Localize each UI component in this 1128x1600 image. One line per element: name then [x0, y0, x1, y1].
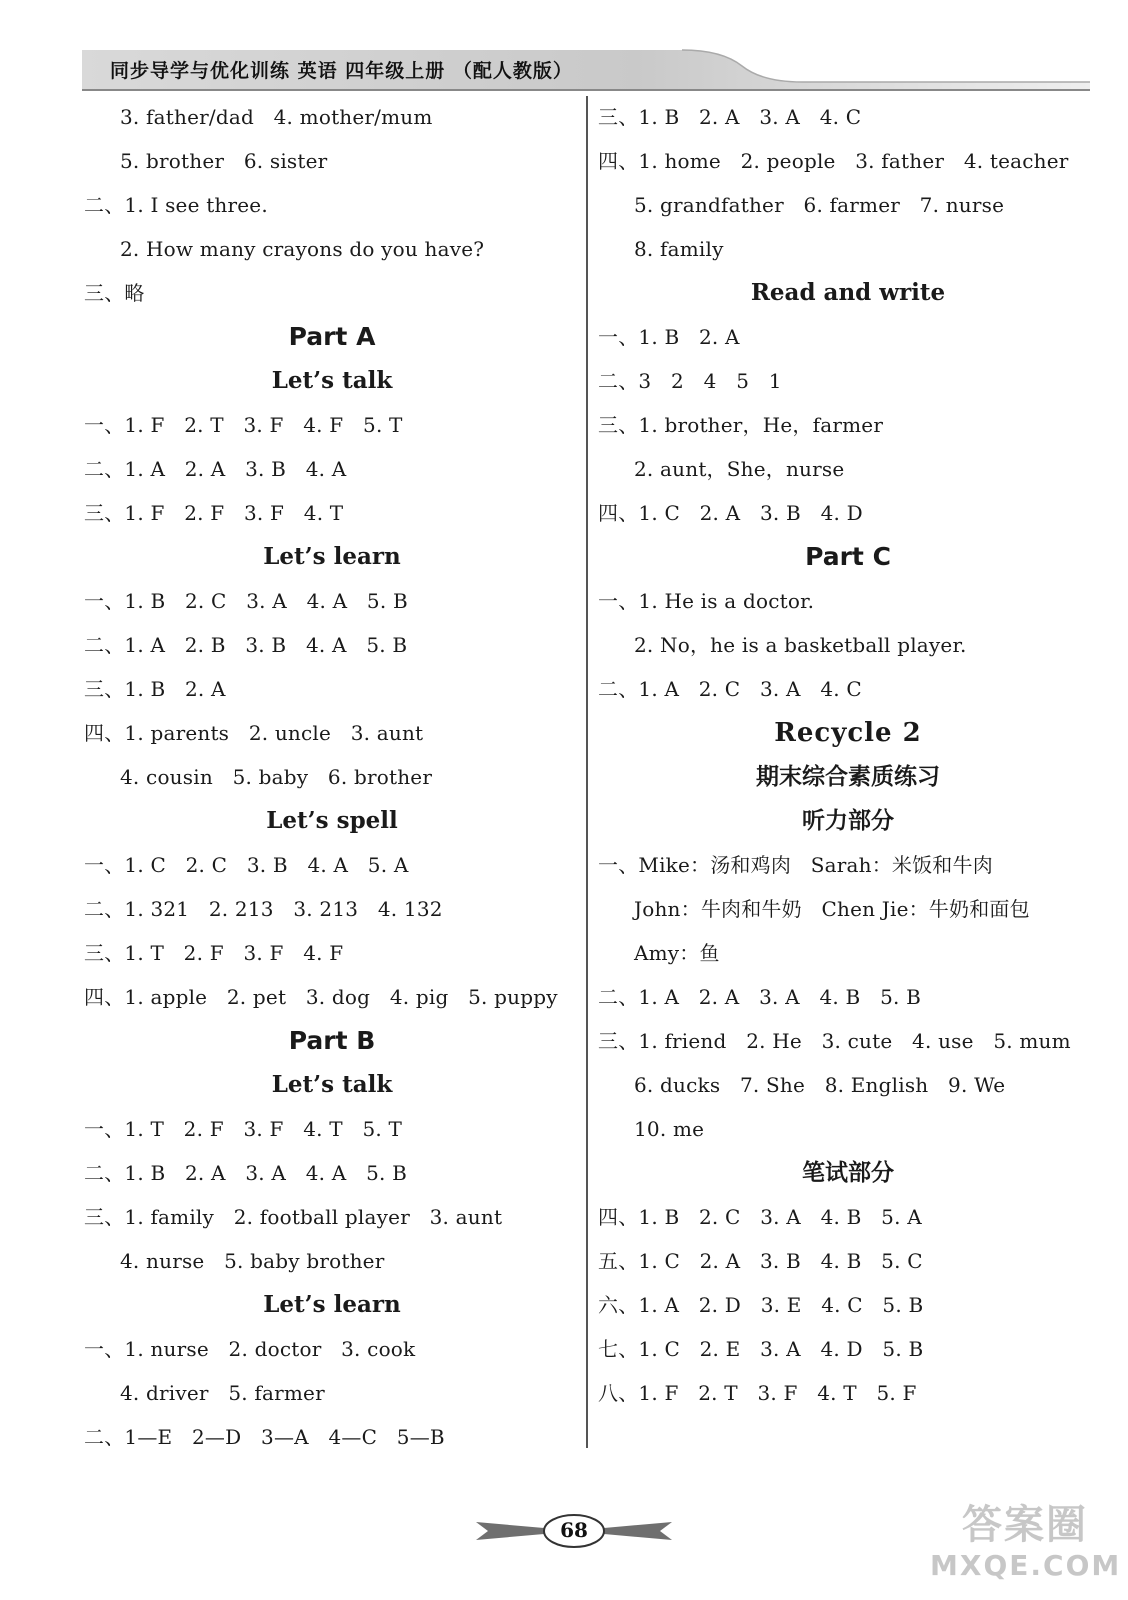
answer-line: 2. How many crayons do you have?: [120, 237, 485, 261]
left-column: [84, 95, 580, 1459]
answer-line: 一、1. T 2. F 3. F 4. T 5. T: [84, 1117, 403, 1141]
answer-line: 二、3 2 4 5 1: [598, 369, 782, 393]
answer-line: 二、1. 321 2. 213 3. 213 4. 132: [84, 897, 443, 921]
answer-line: 三、略: [84, 281, 145, 305]
answer-line: 二、1. B 2. A 3. A 4. A 5. B: [84, 1161, 408, 1185]
answer-line: 5. grandfather 6. farmer 7. nurse: [634, 193, 1005, 217]
header-title: 同步导学与优化训练 英语 四年级上册 （配人教版）: [110, 60, 573, 82]
answer-line: 4. cousin 5. baby 6. brother: [120, 765, 433, 789]
answer-line: 4. driver 5. farmer: [120, 1381, 325, 1405]
answer-line: 五、1. C 2. A 3. B 4. B 5. C: [598, 1249, 923, 1273]
page-number: 68: [560, 1518, 588, 1542]
answer-line: 三、1. T 2. F 3. F 4. F: [84, 941, 344, 965]
answer-line: 4. nurse 5. baby brother: [120, 1249, 385, 1273]
answer-line: 一、1. C 2. C 3. B 4. A 5. A: [84, 853, 409, 877]
answer-line: 二、1. I see three.: [84, 193, 268, 217]
watermark-logo: [930, 1485, 1120, 1595]
section-heading: 笔试部分: [802, 1160, 894, 1186]
answer-line: Amy：鱼: [634, 941, 720, 965]
answer-line: 8. family: [634, 237, 724, 261]
answer-line: 10. me: [634, 1117, 705, 1141]
answer-line: 2. aunt，She，nurse: [634, 457, 845, 481]
answer-line: 三、1. B 2. A: [84, 677, 226, 701]
section-heading: Let’s talk: [271, 1071, 393, 1098]
answer-line: 四、1. home 2. people 3. father 4. teacher: [598, 149, 1069, 173]
answer-line: 6. ducks 7. She 8. English 9. We: [634, 1073, 1006, 1097]
answer-line: 一、1. B 2. C 3. A 4. A 5. B: [84, 589, 408, 613]
answer-line: 六、1. A 2. D 3. E 4. C 5. B: [598, 1293, 924, 1317]
right-column: [598, 95, 1098, 1415]
answer-line: 5. brother 6. sister: [120, 149, 328, 173]
answer-line: 三、1. family 2. football player 3. aunt: [84, 1205, 503, 1229]
section-heading: Let’s learn: [263, 1291, 401, 1318]
answer-line: 一、Mike：汤和鸡肉 Sarah：米饭和牛肉: [598, 853, 993, 877]
answer-line: 四、1. apple 2. pet 3. dog 4. pig 5. puppy: [84, 985, 558, 1009]
section-heading: Let’s learn: [263, 543, 401, 570]
answer-line: 三、1. B 2. A 3. A 4. C: [598, 105, 862, 129]
section-heading: Part B: [288, 1026, 376, 1055]
section-heading: Recycle 2: [774, 718, 922, 748]
answer-line: 二、1. A 2. B 3. B 4. A 5. B: [84, 633, 408, 657]
answer-line: 四、1. C 2. A 3. B 4. D: [598, 501, 863, 525]
answer-line: 四、1. B 2. C 3. A 4. B 5. A: [598, 1205, 922, 1229]
section-heading: 听力部分: [802, 808, 894, 834]
answer-line: 一、1. B 2. A: [598, 325, 740, 349]
answer-line: 一、1. nurse 2. doctor 3. cook: [84, 1337, 416, 1361]
answer-line: 四、1. parents 2. uncle 3. aunt: [84, 721, 424, 745]
answer-line: 二、1. A 2. C 3. A 4. C: [598, 677, 862, 701]
watermark-url: MXQE.COM: [930, 1549, 1122, 1582]
section-heading: Part A: [288, 322, 376, 351]
answer-line: 三、1. F 2. F 3. F 4. T: [84, 501, 344, 525]
column-divider: [586, 96, 588, 1448]
answer-line: 二、1. A 2. A 3. B 4. A: [84, 457, 347, 481]
answer-line: 二、1—E 2—D 3—A 4—C 5—B: [84, 1425, 445, 1449]
answer-line: 二、1. A 2. A 3. A 4. B 5. B: [598, 985, 922, 1009]
answer-line: 三、1. friend 2. He 3. cute 4. use 5. mum: [598, 1029, 1071, 1053]
answer-line: 八、1. F 2. T 3. F 4. T 5. F: [598, 1381, 917, 1405]
watermark-text: 答案圈: [962, 1502, 1088, 1548]
section-heading: Let’s spell: [266, 807, 398, 834]
section-heading: Part C: [805, 542, 891, 571]
answer-line: 2. No，he is a basketball player.: [634, 633, 967, 657]
section-heading: Let’s talk: [271, 367, 393, 394]
answer-line: 三、1. brother，He，farmer: [598, 413, 884, 437]
answer-line: 一、1. He is a doctor.: [598, 589, 815, 613]
answer-line: 一、1. F 2. T 3. F 4. F 5. T: [84, 413, 403, 437]
answer-line: John：牛肉和牛奶 Chen Jie：牛奶和面包: [634, 897, 1030, 921]
answer-line: 3. father/dad 4. mother/mum: [120, 105, 433, 129]
page-number-ornament: [474, 1510, 674, 1550]
section-heading: 期末综合素质练习: [756, 764, 940, 790]
answer-line: 七、1. C 2. E 3. A 4. D 5. B: [598, 1337, 924, 1361]
section-heading: Read and write: [750, 279, 946, 306]
